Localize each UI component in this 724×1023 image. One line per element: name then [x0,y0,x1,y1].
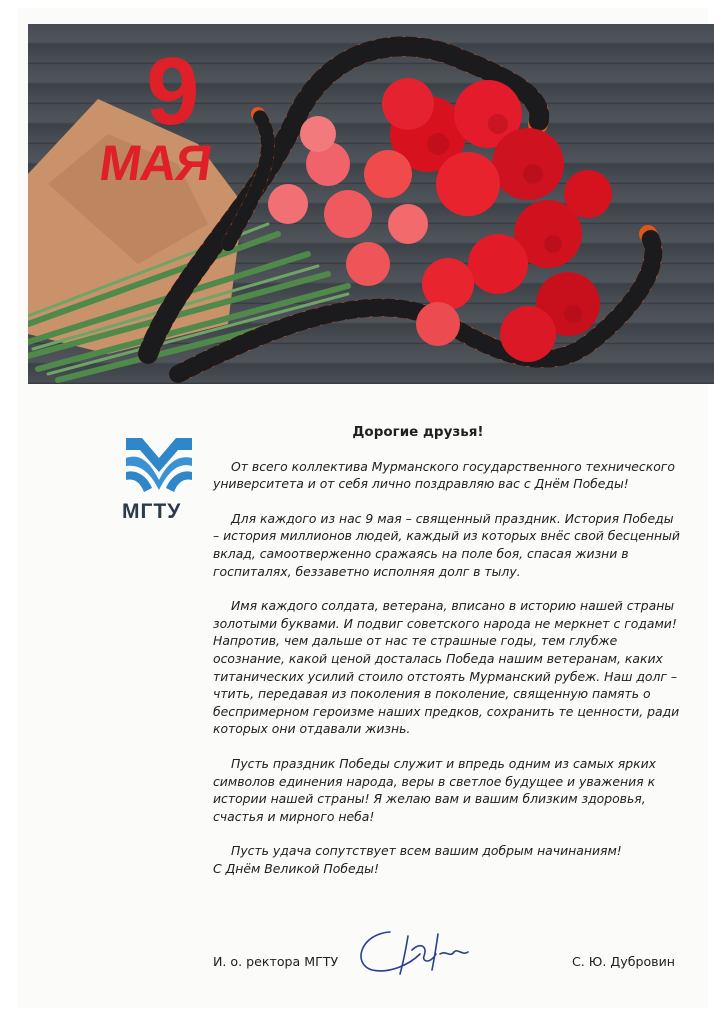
paragraph-1: От всего коллектива Мурманского государственного технического университета и от себя лично поздравляю вас с Днём Победы! [213,458,675,492]
letter-body [213,424,683,877]
mgtu-logo-icon [122,436,196,494]
banner-illustration [28,24,714,384]
handwritten-signature [350,924,480,980]
paragraph-4: Пусть праздник Победы служит и впредь одним из самых ярких символов единения народа, веры в светлое будущее и уважения к истории нашей страны! Я желаю вам и вашим близким здоровья, счастья и мирного неба! [213,755,656,824]
paragraph-2: Для каждого из нас 9 мая – священный праздник. История Победы – история миллионов людей, каждый из которых внёс свой бесценный вклад, самоотверженно сражаясь на поле боя, спасая жизни в госпиталях, беззаветно исполняя долг в тылу. [213,510,680,579]
mgtu-logo-text: МГТУ [122,500,182,523]
closing-wish: Пусть удача сопутствует всем вашим добрым начинаниям! [231,843,622,859]
closing-congratulation: С Днём Великой Победы! [213,860,379,876]
mgtu-logo [122,436,200,524]
greeting: Дорогие друзья! [352,424,484,440]
victory-day-banner [28,24,714,384]
signatory-name: С. Ю. Дубровин [572,954,676,969]
signatory-title: И. о. ректора МГТУ [213,954,339,969]
banner-day-number: 9 [146,38,198,145]
banner-month: МАЯ [96,135,215,191]
paragraph-3: Имя каждого солдата, ветерана, вписано в историю нашей страны золотыми буквами. И подвиг советского народа не меркнет с годами! Напротив, чем дальше от нас те страшные годы, тем глубже осознание, какой ценой досталась Победа нашим ветеранам, каких титанических усилий стоило отстоять Мурманский рубеж. Наш долг – чтить, передавая из поколения в поколение, священную память о беспримерном героизме наших предков, сохранить те ценности, ради которых они отдавали жизнь. [213,598,680,737]
